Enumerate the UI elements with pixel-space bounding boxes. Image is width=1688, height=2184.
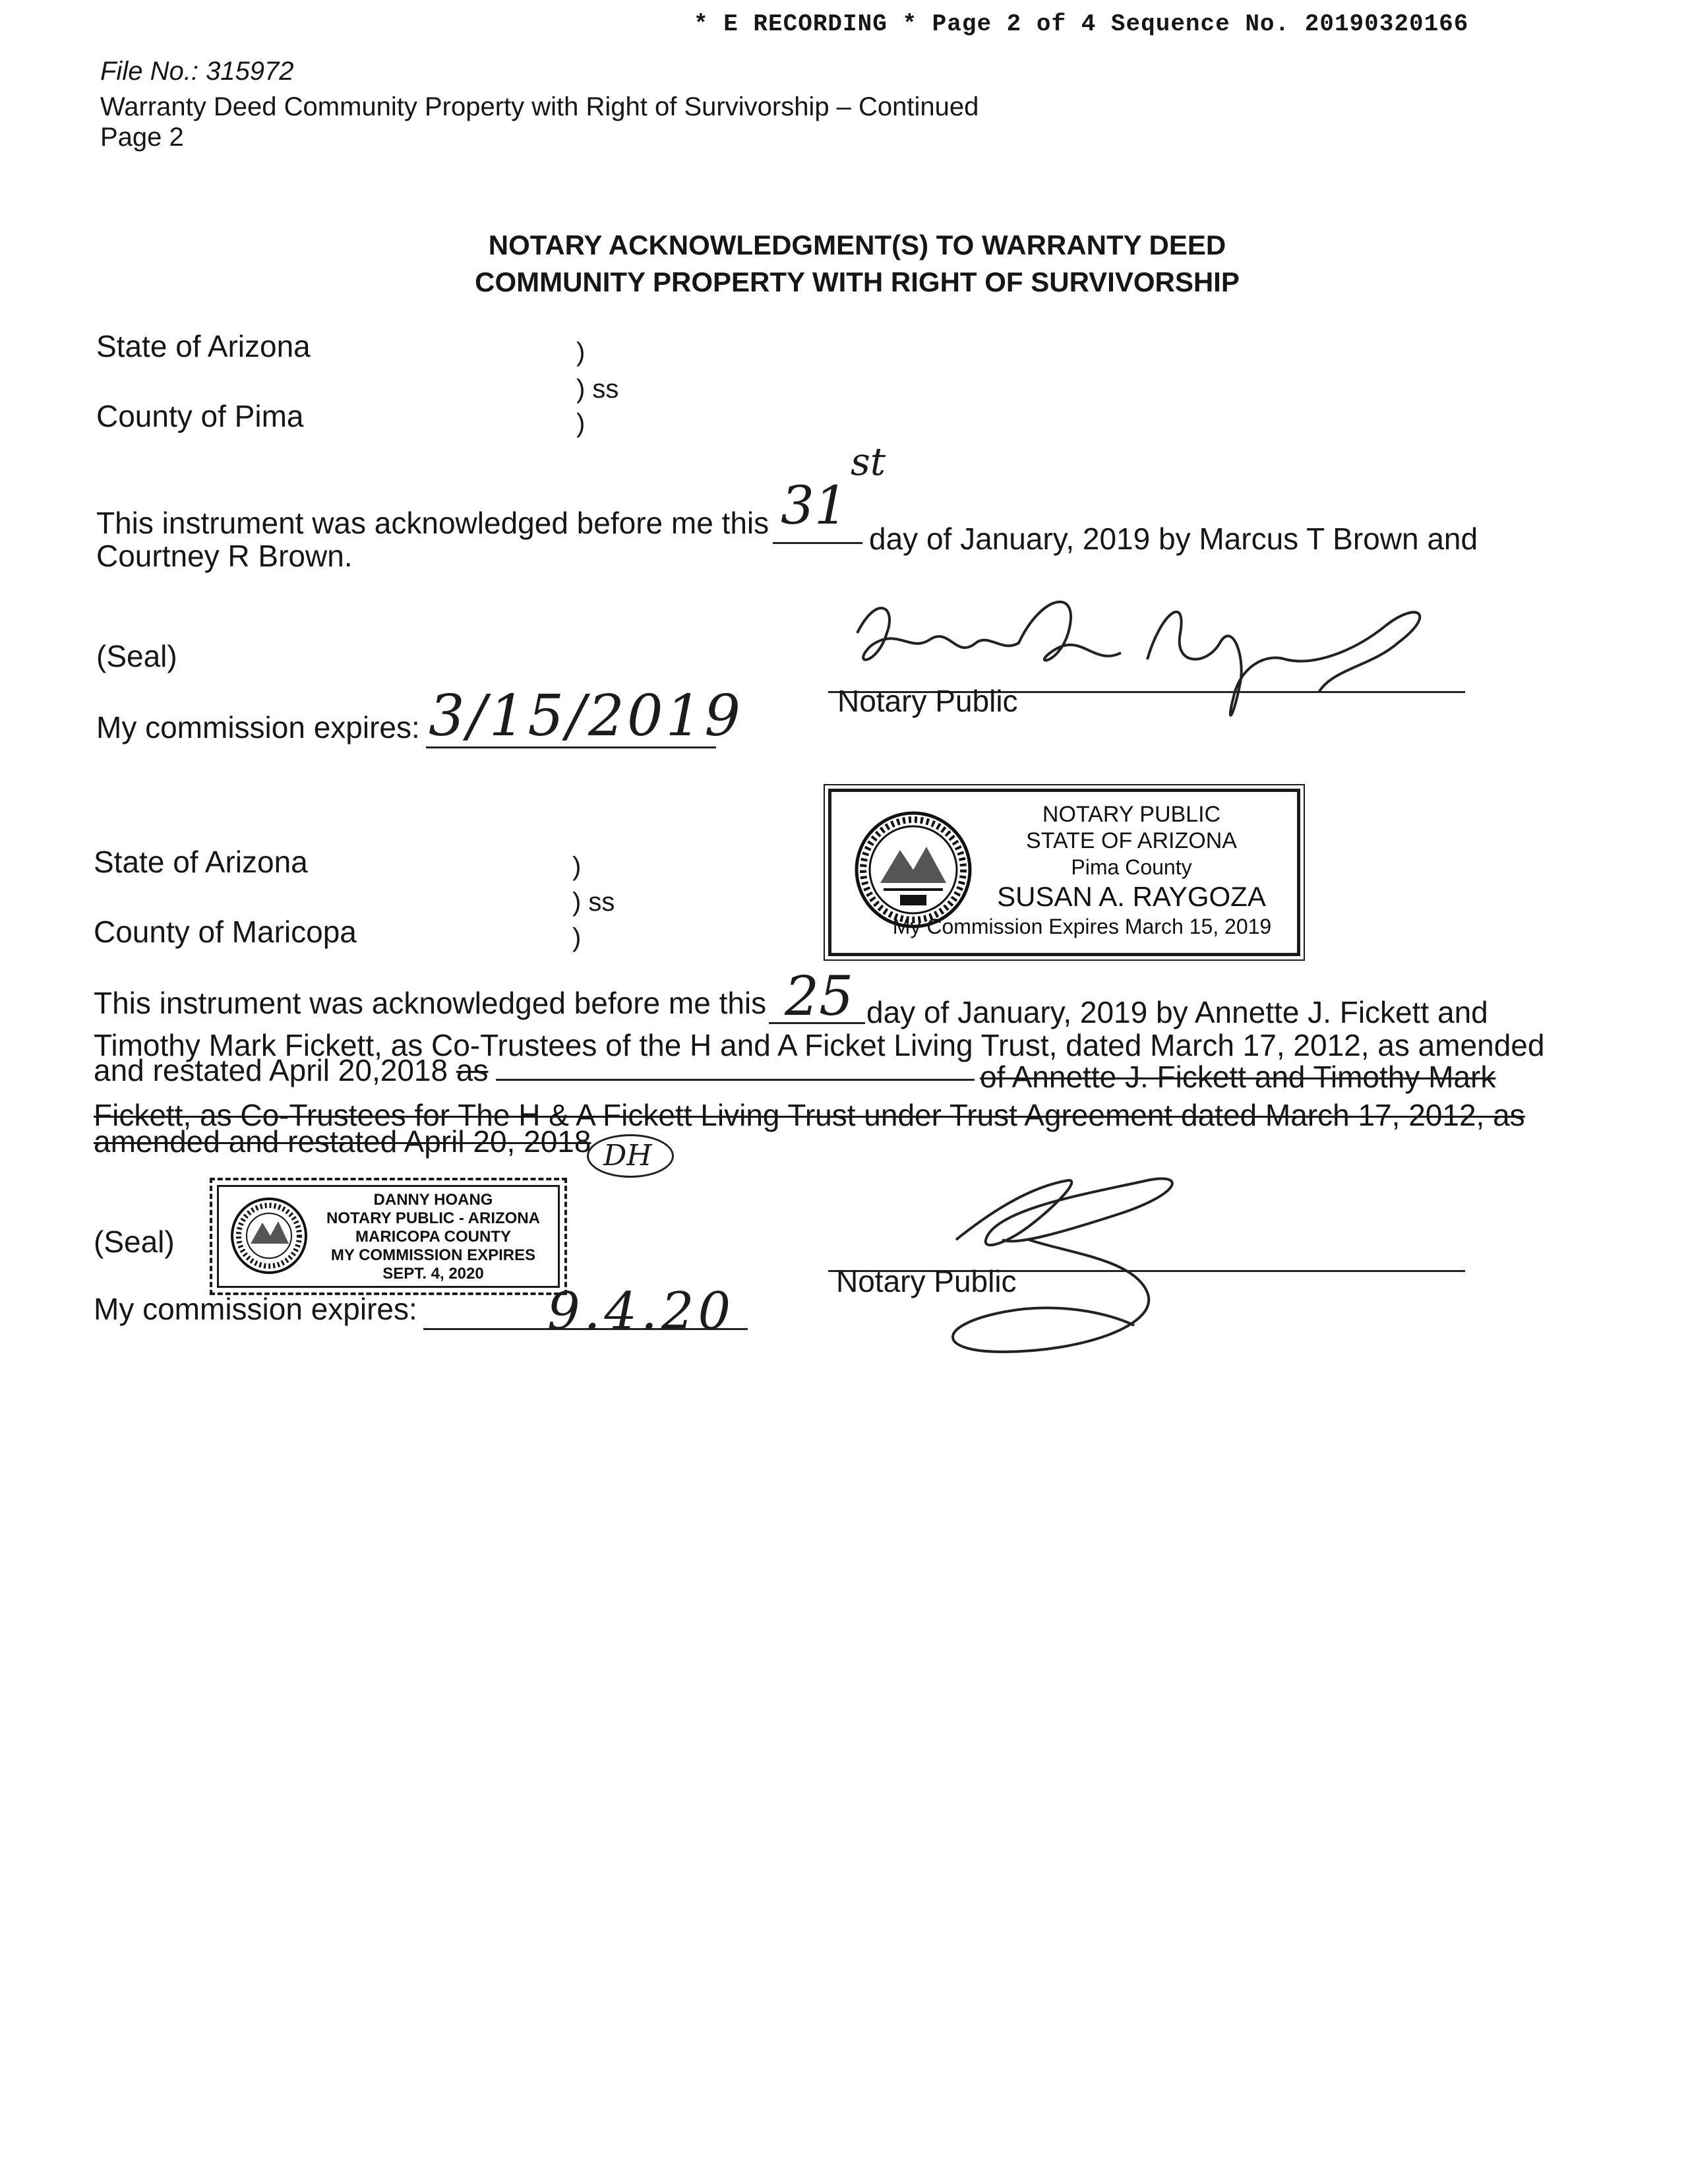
- day-line-1: [773, 542, 862, 544]
- strike-as: as: [456, 1053, 489, 1087]
- ss-1: ) ss: [576, 375, 619, 404]
- stamp-1-line3: Pima County: [1071, 855, 1192, 879]
- county-1: County of Pima: [96, 399, 304, 433]
- recording-header: * E RECORDING * Page 2 of 4 Sequence No. 20190320166: [694, 11, 1469, 38]
- state-1: State of Arizona: [96, 329, 311, 363]
- stamp-1-text: [970, 801, 1293, 913]
- ack-2-line2: Timothy Mark Fickett, as Co-Trustees of the H and A Ficket Living Trust, dated March 17, 2012, as amended: [94, 1028, 1545, 1062]
- stamp-2-line4: MY COMMISSION EXPIRES: [330, 1246, 536, 1264]
- day-hand-1: 31: [781, 475, 848, 536]
- ack-2-after: day of January, 2019 by Annette J. Fickett and: [866, 995, 1488, 1029]
- initials-circle: [587, 1134, 674, 1178]
- seal-1: (Seal): [96, 639, 177, 673]
- commission-hand-2: 9.4.20: [547, 1282, 735, 1341]
- day-suffix-hand-1: st: [851, 439, 886, 484]
- ack-2-before: This instrument was acknowledged before me this: [94, 986, 767, 1020]
- strike-part1: of Annette J. Fickett and Timothy Mark: [980, 1060, 1496, 1094]
- stamp-2-text: [311, 1191, 555, 1283]
- day-hand-2: 25: [785, 965, 854, 1028]
- stamp-1-line4: SUSAN A. RAYGOZA: [997, 881, 1266, 912]
- ss-2: ) ss: [572, 888, 615, 917]
- paren-2a: ): [572, 852, 582, 881]
- state-2: State of Arizona: [94, 845, 308, 879]
- paren-1b: ): [576, 409, 586, 438]
- seal-2: (Seal): [94, 1225, 175, 1259]
- ack-2-line3: and restated April 20,2018: [94, 1053, 448, 1087]
- stamp-2-line1: DANNY HOANG: [373, 1191, 493, 1209]
- ack-1-before: This instrument was acknowledged before me this: [96, 506, 769, 540]
- file-no-row: [100, 57, 294, 86]
- initials-hand: DH: [603, 1139, 652, 1172]
- notary-public-label-1: Notary Public: [837, 684, 1018, 718]
- strike-line5: amended and restated April 20, 2018: [94, 1124, 591, 1159]
- county-2: County of Maricopa: [94, 915, 357, 949]
- ack-2-line3-row: [94, 1052, 488, 1088]
- commission-label-2: My commission expires:: [94, 1292, 417, 1326]
- notary-stamp-1: [828, 789, 1300, 956]
- notary-public-label-2: Notary Public: [836, 1264, 1017, 1298]
- doc-title: Warranty Deed Community Property with Right of Survivorship – Continued: [100, 92, 979, 121]
- stamp-2-line3: MARICOPA COUNTY: [355, 1228, 511, 1246]
- ack-1-after: day of January, 2019 by Marcus T Brown and: [869, 522, 1478, 556]
- file-no-value: 315972: [206, 57, 294, 86]
- file-no-label: File No.:: [100, 57, 198, 86]
- state-seal-icon: [854, 810, 973, 929]
- signature-2: [0, 0, 7, 7]
- stamp-1-line2: STATE OF ARIZONA: [1026, 828, 1237, 853]
- strike-line4: Fickett, as Co-Trustees for The H & A Fickett Living Trust under Trust Agreement dated March 17, 2012, as: [94, 1098, 1525, 1132]
- stamp-2-line5: SEPT. 4, 2020: [382, 1265, 484, 1283]
- ack-1-line2: Courtney R Brown.: [96, 539, 353, 573]
- commission-label-1: My commission expires:: [96, 710, 420, 744]
- page-number: Page 2: [100, 123, 184, 152]
- county-seal-icon: [229, 1196, 309, 1275]
- notary-stamp-2: [210, 1178, 567, 1295]
- stamp-1-line1: NOTARY PUBLIC: [1042, 802, 1221, 827]
- paren-1a: ): [576, 338, 586, 367]
- main-title: [396, 227, 1319, 301]
- paren-2b: ): [572, 923, 582, 952]
- main-title-line1: NOTARY ACKNOWLEDGMENT(S) TO WARRANTY DEED: [488, 229, 1226, 260]
- blank-line-2: [496, 1079, 975, 1081]
- main-title-line2: COMMUNITY PROPERTY WITH RIGHT OF SURVIVORSHIP: [475, 266, 1240, 297]
- stamp-1-line5: My Commission Expires March 15, 2019: [892, 915, 1272, 938]
- stamp-2-line2: NOTARY PUBLIC - ARIZONA: [326, 1209, 540, 1227]
- commission-hand-1: 3/15/2019: [429, 683, 743, 749]
